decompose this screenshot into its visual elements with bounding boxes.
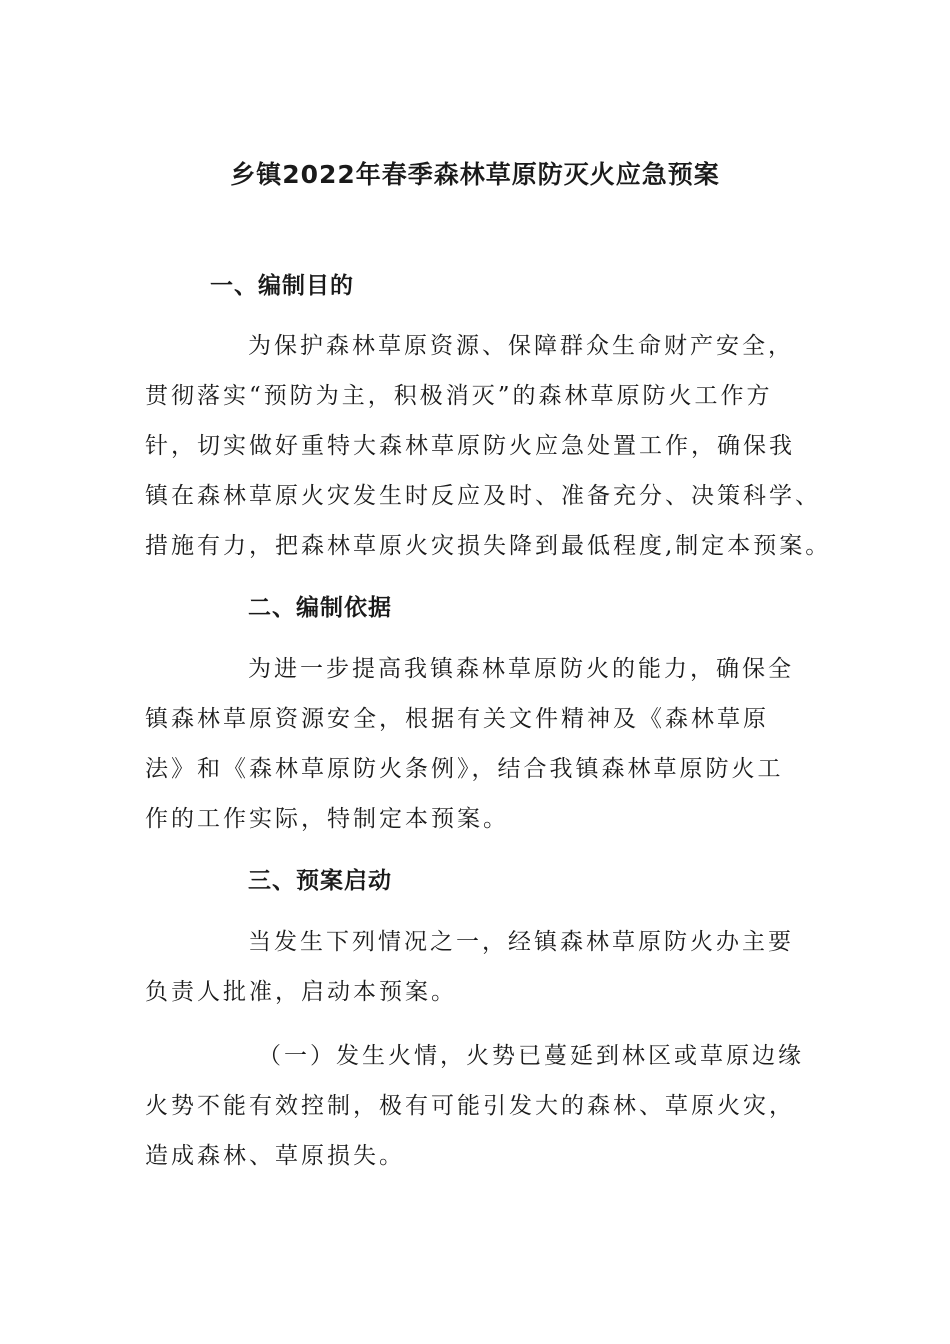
list-item-line: 造成森林、草原损失。 <box>145 1143 405 1169</box>
paragraph-line: 法》和《森林草原防火条例》，结合我镇森林草原防火工 <box>145 756 784 782</box>
paragraph-line: 为进一步提高我镇森林草原防火的能力，确保全 <box>248 656 794 682</box>
paragraph-line: 贯彻落实“预防为主，积极消灭”的森林草原防火工作方 <box>145 383 773 409</box>
paragraph-line: 当发生下列情况之一，经镇森林草原防火办主要 <box>248 929 794 955</box>
paragraph-line: 措施有力，把森林草原火灾损失降到最低程度,制定本预案。 <box>145 533 832 559</box>
paragraph-line: 为保护森林草原资源、保障群众生命财产安全， <box>248 333 794 359</box>
section-heading-purpose: 一、编制目的 <box>210 273 354 299</box>
paragraph-line: 作的工作实际，特制定本预案。 <box>145 806 509 832</box>
section-heading-basis: 二、编制依据 <box>248 595 392 621</box>
section-heading-activation: 三、预案启动 <box>248 868 392 894</box>
list-item-line: 火势不能有效控制，极有可能引发大的森林、草原火灾， <box>145 1093 795 1119</box>
document-title: 乡镇2022年春季森林草原防灭火应急预案 <box>230 160 720 189</box>
list-item-line: （一）发生火情，火势已蔓延到林区或草原边缘 <box>258 1043 804 1069</box>
paragraph-line: 镇在森林草原火灾发生时反应及时、准备充分、决策科学、 <box>145 483 821 509</box>
paragraph-line: 负责人批准，启动本预案。 <box>145 979 457 1005</box>
paragraph-line: 针，切实做好重特大森林草原防火应急处置工作，确保我 <box>145 433 795 459</box>
paragraph-line: 镇森林草原资源安全，根据有关文件精神及《森林草原 <box>145 706 769 732</box>
